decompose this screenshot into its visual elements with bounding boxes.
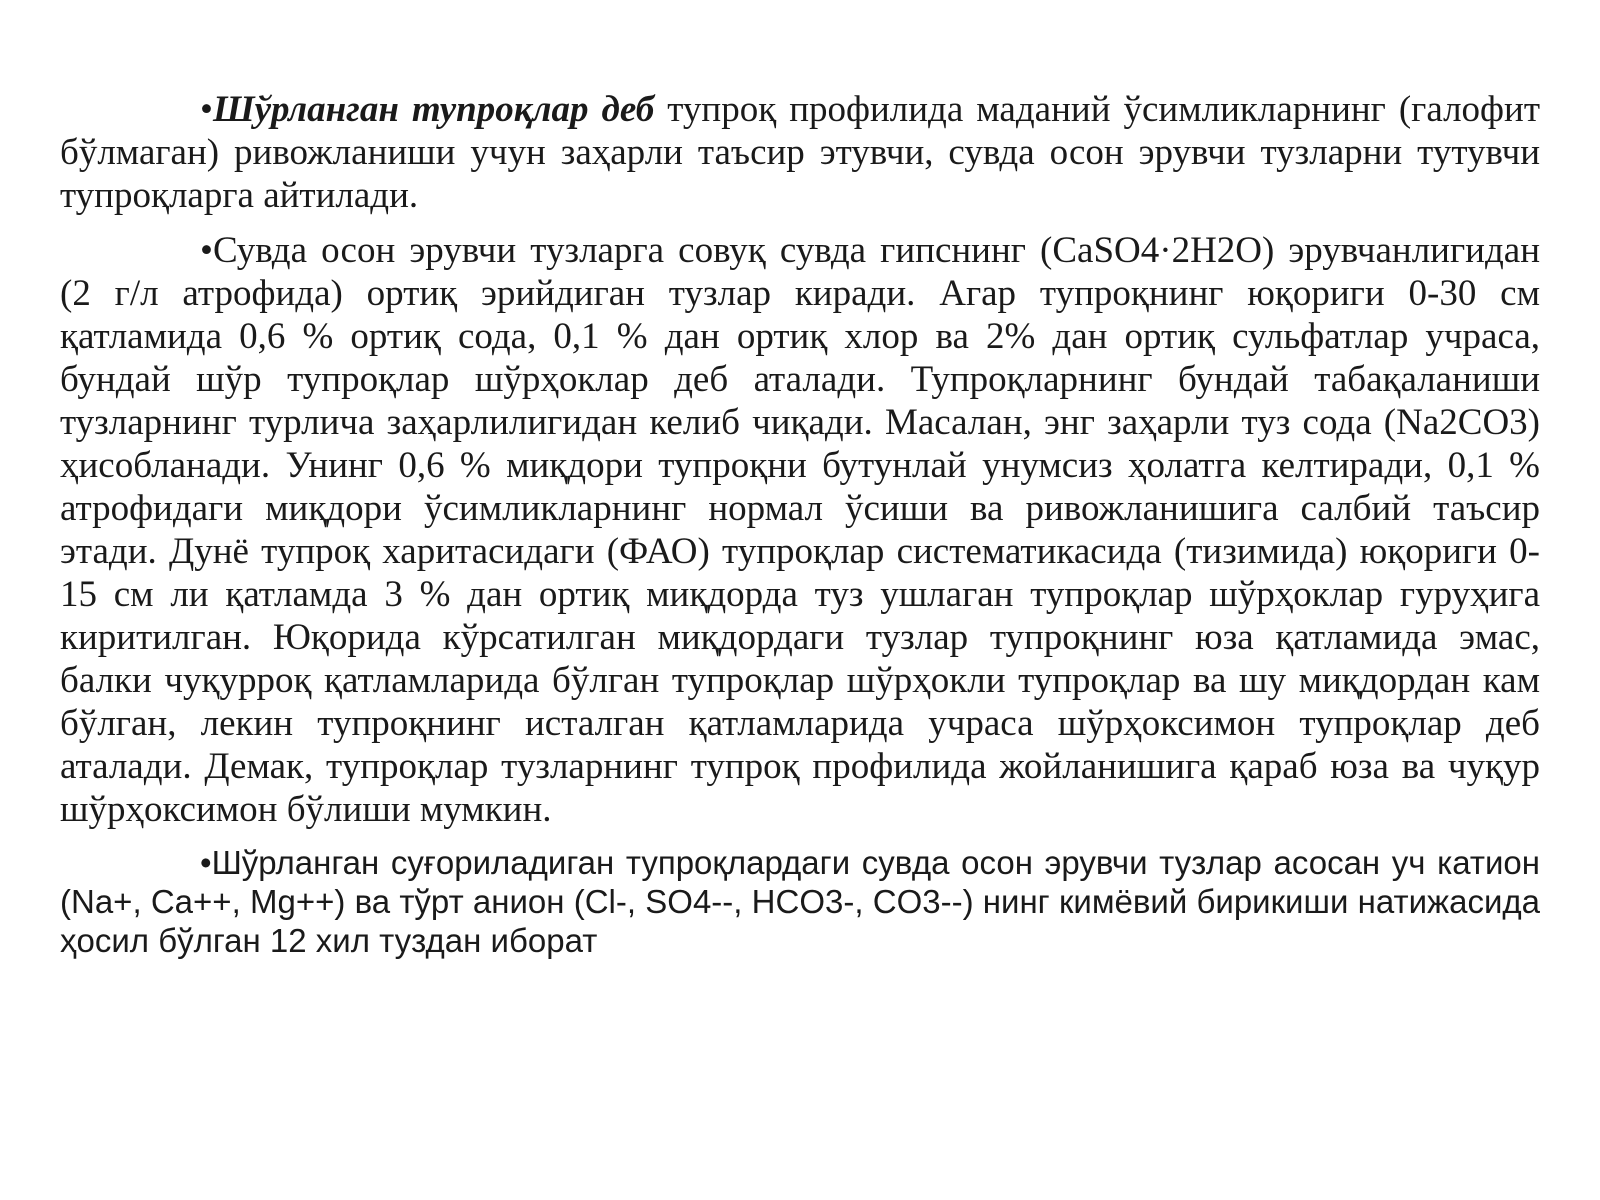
bullet-marker: • (200, 844, 212, 881)
paragraph-text: тупроқ профилида маданий ўсимликларнинг (галофит бўлмаган) ривожланиши учун заҳарли таъсир этувчи, сувда осон эрувчи тузларни тутувчи тупроқларга айтилади. (60, 89, 1540, 216)
paragraph-text: Сувда осон эрувчи тузларга совуқ сувда гипснинг (CaSO4·2H2O) эрувчанлигидан (2 г/л атрофида) ортиқ эрийдиган тузлар киради. Агар тупроқнинг юқориги 0-30 см қатламида 0,6 % ортиқ сода, 0,1 % дан ортиқ хлор ва 2% дан ортиқ сульфатлар учраса, бундай шўр тупроқлар шўрҳоклар деб аталади. Тупроқларнинг бундай табақаланиши тузларнинг турлича заҳарлилигидан келиб чиқади. Масалан, энг заҳарли туз сода (Na2CO3) ҳисобланади. Унинг 0,6 % миқдори тупроқни бутунлай унумсиз ҳолатга келтиради, 0,1 % атрофидаги миқдори ўсимликларнинг нормал ўсиши ва ривожланишига салбий таъсир этади. Дунё тупроқ харитасидаги (ФАО) тупроқлар систематикасида (тизимида) юқориги 0-15 см ли қатламда 3 % дан ортиқ миқдорда туз ушлаган тупроқлар шўрҳоклар гуруҳига киритилган. Юқорида кўрсатилган миқдордаги тузлар тупроқнинг юза қатламида эмас, балки чуқурроқ қатламларида бўлган тупроқлар шўрҳокли тупроқлар ва шу миқдордан кам бўлган, лекин тупроқнинг исталган қатламларида учраса шўрҳоксимон тупроқлар деб аталади. Демак, тупроқлар тузларнинг тупроқ профилида жойланишига қараб юза ва чуқур шўрҳоксимон бўлиши мумкин. (60, 230, 1540, 830)
paragraph-soluble-salts (60, 229, 1540, 831)
paragraph-text: Шўрланган суғориладиган тупроқлардаги сувда осон эрувчи тузлар асосан уч катион (Na+, Ca++, Mg++) ва тўрт анион (Cl-, SO4--, HCO3-, CO3--) нинг кимёвий бирикиши натижасида ҳосил бўлган 12 хил туздан иборат (60, 844, 1540, 959)
document-body (60, 88, 1540, 972)
paragraph-salt-composition (60, 843, 1540, 960)
bullet-marker: • (200, 89, 213, 130)
bullet-marker: • (200, 230, 213, 271)
definition-term: Шўрланган тупроқлар деб (212, 89, 655, 130)
paragraph-saline-soil-definition (60, 88, 1540, 217)
